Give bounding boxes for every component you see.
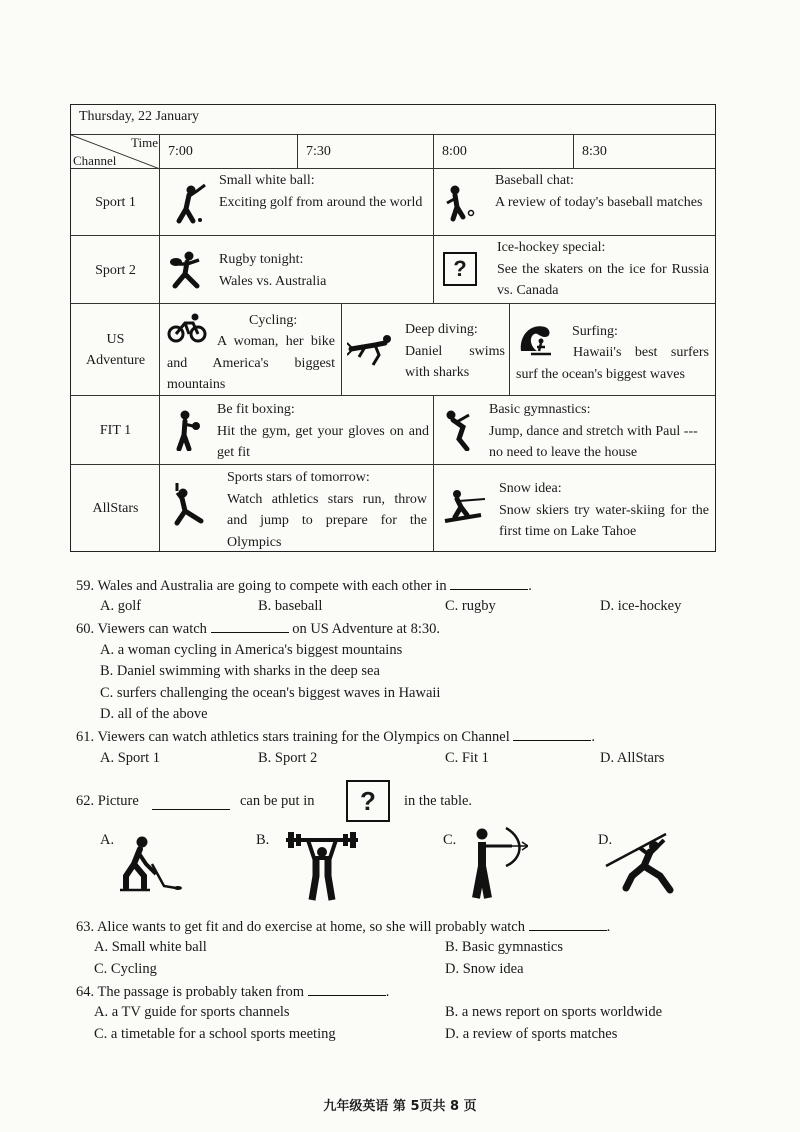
option[interactable]: C. Fit 1	[445, 750, 489, 766]
program-desc: Wales vs. Australia	[219, 273, 327, 289]
option[interactable]: C. surfers challenging the ocean's biggest waves in Hawaii	[100, 685, 441, 701]
program-desc: A woman, her bike and America's biggest mountains	[167, 334, 335, 392]
program	[167, 331, 335, 396]
question-64	[76, 983, 389, 1001]
program-title: Be fit boxing:	[217, 402, 295, 417]
program	[219, 170, 427, 213]
option[interactable]: A. golf	[100, 598, 142, 614]
program	[217, 399, 429, 464]
program-desc: Hit the gym, get your gloves on and get fit	[217, 423, 429, 460]
program	[499, 478, 709, 543]
question-stem: 61. Viewers can watch athletics stars training for the Olympics on Channel	[76, 729, 510, 745]
option[interactable]: A. a woman cycling in America's biggest mountains	[100, 642, 403, 658]
athletics-icon	[167, 481, 209, 529]
header-diagonal	[71, 135, 160, 169]
header-time-label: Time	[131, 135, 158, 150]
tv-guide-table	[70, 104, 716, 552]
option[interactable]: C. rugby	[445, 598, 496, 614]
question-end: .	[385, 984, 390, 1000]
channel-name: Sport 1	[95, 195, 136, 210]
time-slot: 7:30	[306, 144, 331, 159]
program	[227, 467, 427, 553]
header-channel-label: Channel	[73, 153, 117, 168]
question-63	[76, 918, 610, 936]
archer-icon	[466, 826, 528, 900]
golf-icon	[171, 183, 207, 225]
option[interactable]: B. Basic gymnastics	[445, 939, 564, 955]
option[interactable]: B. Daniel swimming with sharks in the deep sea	[100, 663, 380, 679]
program-title: Deep diving:	[405, 322, 478, 337]
time-slot: 8:00	[442, 144, 467, 159]
program-desc: Watch athletics stars run, throw and jump to prepare for the Olympics	[227, 491, 427, 550]
option[interactable]: A.	[100, 832, 115, 848]
question-61	[76, 728, 595, 746]
option[interactable]: A. Sport 1	[100, 750, 161, 766]
answer-blank[interactable]	[513, 728, 591, 741]
question-62-stem: 62. Picture	[76, 793, 139, 809]
program-title: Surfing:	[572, 324, 618, 339]
option[interactable]: C. a timetable for a school sports meeting	[94, 1026, 336, 1042]
question-62-stem-mid: can be put in	[240, 793, 315, 809]
program-desc: Jump, dance and stretch with Paul --- no need to leave the house	[489, 423, 698, 460]
option[interactable]: B.	[256, 832, 270, 848]
program-desc: A review of today's baseball matches	[495, 194, 703, 210]
program-title: Sports stars of tomorrow:	[227, 470, 370, 485]
program	[489, 399, 711, 464]
answer-blank[interactable]	[211, 620, 289, 633]
option[interactable]: D.	[598, 832, 613, 848]
option[interactable]: A. Small white ball	[94, 939, 207, 955]
program-title: Ice-hockey special:	[497, 240, 606, 255]
page-footer: 九年级英语 第 5页共 8 页	[323, 1099, 477, 1114]
program-title: Cycling:	[249, 313, 298, 328]
question-stem: 63. Alice wants to get fit and do exercise at home, so she will probably watch	[76, 919, 525, 935]
question-60	[76, 620, 440, 638]
answer-blank[interactable]	[152, 797, 230, 810]
program	[219, 249, 427, 292]
program-title: Rugby tonight:	[219, 252, 304, 267]
question-box-icon: ?	[346, 780, 390, 822]
answer-blank[interactable]	[308, 983, 386, 996]
table-date: Thursday, 22 January	[79, 109, 200, 124]
javelin-thrower-icon	[604, 826, 684, 896]
option[interactable]: D. AllStars	[600, 750, 665, 766]
program-desc: See the skaters on the ice for Russia vs. Canada	[497, 261, 709, 298]
channel-name: FIT 1	[99, 423, 132, 438]
weightlifter-icon	[284, 828, 360, 902]
program	[495, 170, 709, 213]
option[interactable]: A. a TV guide for sports channels	[94, 1004, 290, 1020]
question-stem: 60. Viewers can watch	[76, 621, 207, 637]
option[interactable]: B. Sport 2	[258, 750, 318, 766]
rugby-icon	[167, 250, 207, 290]
question-end: .	[591, 729, 595, 745]
channel-name: Sport 2	[95, 262, 136, 278]
question-59	[76, 577, 532, 595]
program-desc: Hawaii's best surfers surf the ocean's biggest waves	[516, 345, 709, 382]
program-desc: Exciting golf from around the world	[219, 194, 423, 210]
question-end: .	[528, 578, 532, 594]
question-box-icon: ?	[443, 252, 477, 286]
gymnastics-icon	[443, 409, 479, 451]
option[interactable]: B. baseball	[258, 598, 323, 614]
diving-icon	[347, 331, 397, 371]
option[interactable]: C.	[443, 832, 457, 848]
program-desc: Daniel swims with sharks	[405, 343, 505, 380]
program-title: Small white ball:	[219, 173, 315, 188]
date-row	[71, 105, 715, 135]
answer-blank[interactable]	[529, 918, 607, 931]
question-stem: 59. Wales and Australia are going to compete with each other in	[76, 578, 447, 594]
question-stem: 64. The passage is probably taken from	[76, 984, 305, 1000]
option[interactable]: C. Cycling	[94, 961, 157, 977]
channel-name: AllStars	[92, 500, 139, 516]
program-title: Snow idea:	[499, 481, 562, 496]
program	[405, 319, 505, 384]
option[interactable]: D. a review of sports matches	[445, 1026, 618, 1042]
answer-blank[interactable]	[450, 577, 528, 590]
boxing-icon	[171, 409, 201, 451]
program	[516, 342, 709, 385]
question-end: .	[606, 919, 611, 935]
option[interactable]: D. ice-hockey	[600, 598, 682, 614]
option[interactable]: D. all of the above	[100, 706, 208, 722]
time-slot: 8:30	[582, 144, 607, 159]
program-title: Basic gymnastics:	[489, 402, 591, 417]
program-title: Baseball chat:	[495, 173, 574, 188]
time-slot: 7:00	[168, 144, 193, 159]
option[interactable]: B. a news report on sports worldwide	[445, 1004, 663, 1020]
program-desc: Snow skiers try water-skiing for the first time on Lake Tahoe	[499, 502, 709, 539]
hockey-player-icon	[112, 834, 184, 894]
option[interactable]: D. Snow idea	[445, 961, 524, 977]
waterski-icon	[441, 489, 487, 525]
program	[497, 237, 709, 302]
question-stem-end: on US Adventure at 8:30.	[292, 621, 440, 637]
question-62-stem-end: in the table.	[404, 793, 473, 809]
channel-name: US Adventure	[85, 332, 146, 368]
baseball-icon	[443, 183, 477, 225]
